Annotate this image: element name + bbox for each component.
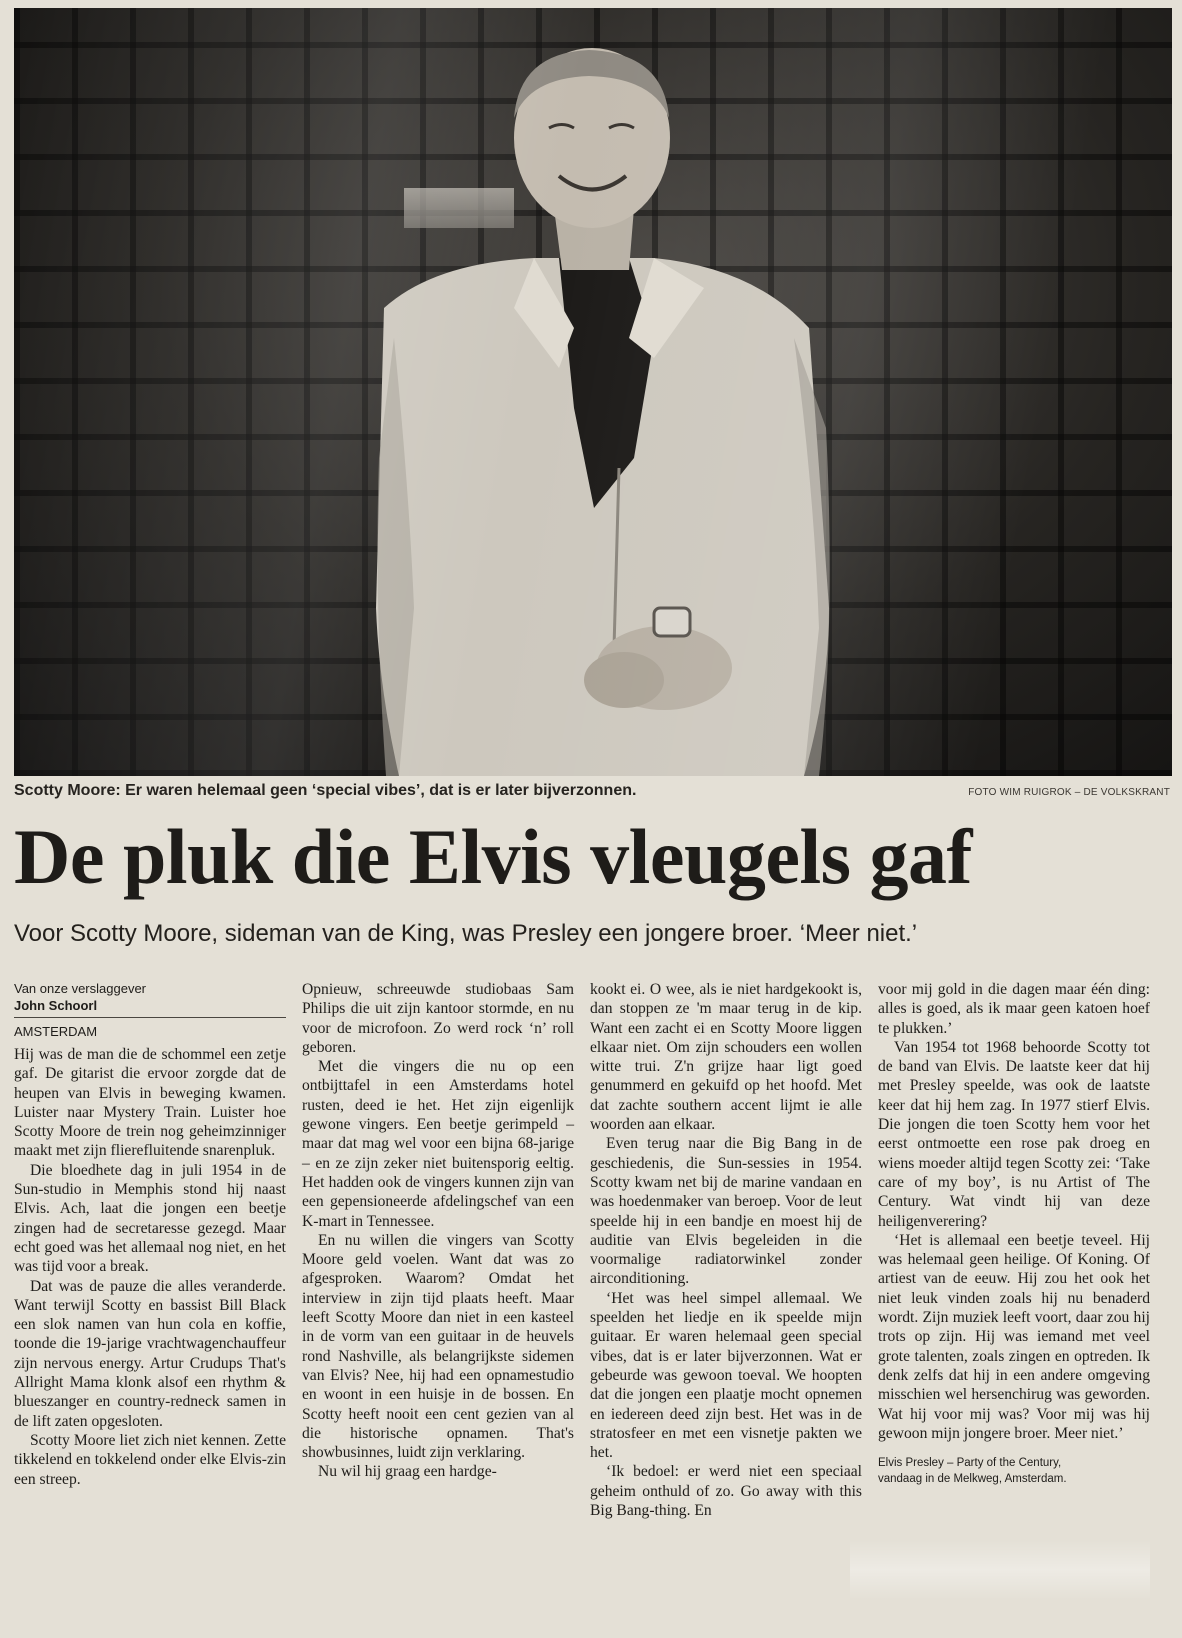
article-column-4: [878, 980, 1150, 1487]
photo-credit: FOTO WIM RUIGROK – DE VOLKSKRANT: [968, 787, 1170, 798]
paragraph: En nu willen die vingers van Scotty Moore geld voelen. Want dat was zo afgesproken. Waarom? Omdat het interview in zijn tijd plaats heeft. Maar leeft Scotty Moore dan niet in een kasteel in de vorm van een guitaar in de heuvels rond Nashville, als belangrijkste sidemen van Elvis? Nee, hij had een opnamestudio en woont in een huisje in de bossen. En Scotty heeft nooit een cent gezien van al die historische opnamen. That's showbusinnes, luidt zijn verklaring.: [302, 1231, 574, 1462]
headline: De pluk die Elvis vleugels gaf: [14, 813, 972, 900]
photo-sheen: [14, 8, 1172, 776]
paragraph: Dat was de pauze die alles veranderde. Want terwijl Scotty en bassist Bill Black een slok namen van hun cola en koffie, toonde die 19-jarige vrachtwagenchauffeur zijn nervous energy. Artur Crudups That's Allright Mama klonk alsof een rhythm & blueszanger en country-redneck samen in de lift zaten opgesloten.: [14, 1277, 286, 1430]
byline-author: John Schoorl: [14, 998, 98, 1013]
article-column-1: [14, 980, 286, 1489]
subheadline: Voor Scotty Moore, sideman van de King, was Presley een jongere broer. ‘Meer niet.’: [14, 920, 918, 947]
paper-fold-glare: [850, 1540, 1150, 1600]
paragraph: Van 1954 tot 1968 behoorde Scotty tot de band van Elvis. De laatste keer dat hij met Presley speelde, was ook de laatste keer dat hij hem zag. In 1977 stierf Elvis. Die jongen die toen Scotty hem voor het eerst ontmoette een rose pak droeg en wiens moeder altijd tegen Scotty zei: ‘Take care of my boy’, is nu Artist of The Century. Wat vindt hij van deze heiligenverering?: [878, 1038, 1150, 1230]
paragraph: kookt ei. O wee, als ie niet hardgekookt is, dan stoppen ze 'm maar terug in de kip. Want een zacht ei en Scotty Moore liggen elkaar niet. Om zijn schouders een wollen witte trui. Z'n grijze haar ligt goed genummerd en gekuifd op het hoofd. Met dat zachte southern accent lijmt ie alle woorden aan elkaar.: [590, 981, 862, 1134]
paragraph: Even terug naar die Big Bang in de geschiedenis, die Sun-sessies in 1954. Scotty kwam net bij de marine vandaan en was hoedenmaker van beroep. Voor de leut speelde hij in een bandje en moest hij de auditie van Elvis begeleiden in die voormalige radiatorwinkel zonder airconditioning.: [590, 1135, 862, 1288]
paragraph: Scotty Moore liet zich niet kennen. Zette tikkelend en tokkelend onder elke Elvis-zin een streep.: [14, 1431, 286, 1488]
paragraph: voor mij gold in die dagen maar één ding: alles is goed, als ik maar geen katoen hoef te plukken.’: [878, 981, 1150, 1037]
paragraph: ‘Het is allemaal een beetje teveel. Hij was helemaal geen heilige. Of Koning. Of artiest van de eeuw. Hij zou het ook het niet leuk vinden zoals hij nu benaderd wordt. Zijn muziek leeft voort, daar zou hij trots op zijn. Hij was iemand met veel grote talenten, zoals zingen en optreden. Ik denk zelfs dat hij in een andere omgeving misschien wel hersenchirug was geworden. Wat hij voor mij was? Voor mij was hij gewoon mijn jongere broer. Meer niet.’: [878, 1231, 1150, 1442]
dateline: AMSTERDAM: [14, 1024, 98, 1039]
byline-label: Van onze verslaggever: [14, 981, 147, 996]
article-photo: [14, 8, 1172, 776]
photo-caption: Scotty Moore: Er waren helemaal geen ‘special vibes’, dat is er later bijverzonnen.: [14, 782, 637, 799]
paragraph: Met die vingers die nu op een ontbijttafel in een Amsterdams hotel rusten, deed ie het. Het zijn eigenlijk gewone vingers. Een beetje gerimpeld – maar dat mag wel voor een bijna 68-jarige – en ze zijn zeker niet buitensporig eeltig. Het hadden ook de vingers kunnen zijn van een gepensioneerde afdelingschef van een K-mart in Tennessee.: [302, 1058, 574, 1230]
byline-rule: [14, 1017, 286, 1018]
paragraph: Die bloedhete dag in juli 1954 in de Sun-studio in Memphis stond hij naast Elvis. Ach, laat die jongen een beetje zingen had de secretaresse gezegd. Maar echt goed was het allemaal nog niet, en het was tijd voor a break.: [14, 1161, 286, 1276]
paragraph: ‘Ik bedoel: er werd niet een speciaal geheim onthuld of zo. Go away with this Big Bang-thing. En: [590, 1463, 862, 1520]
paragraph: Opnieuw, schreeuwde studiobaas Sam Philips die uit zijn kantoor stormde, en nu voor de microfoon. Zo werd rock ‘n’ roll geboren.: [302, 981, 574, 1056]
paragraph: Nu wil hij graag een hardge-: [318, 1463, 497, 1481]
article-column-3: [590, 980, 862, 1520]
footnote-line-2: vandaag in de Melkweg, Amsterdam.: [878, 1473, 1067, 1486]
article-column-2: [302, 980, 574, 1482]
paragraph: ‘Het was heel simpel allemaal. We speelden het liedje en ik speelde mijn guitaar. Er waren helemaal geen special vibes, dat is er later bijverzonnen. Wat er gebeurde was gewoon toeval. We hoopten dat die jongen een plaatje mocht opnemen en iedereen deed zijn best. Het was in de stratosfeer en met een visnetje pakten we het.: [590, 1289, 862, 1462]
footnote-line-1: Elvis Presley – Party of the Century,: [878, 1457, 1062, 1470]
event-footnote: [878, 1455, 1150, 1487]
paragraph: Hij was de man die de schommel een zetje gaf. De gitarist die ervoor zorgde dat de heupen van Elvis in beweging kwamen. Luister naar Mystery Train. Luister hoe Scotty Moore de trein nog geheimzinniger maakt met zijn flierefluitende snarenpluk.: [14, 1046, 286, 1160]
